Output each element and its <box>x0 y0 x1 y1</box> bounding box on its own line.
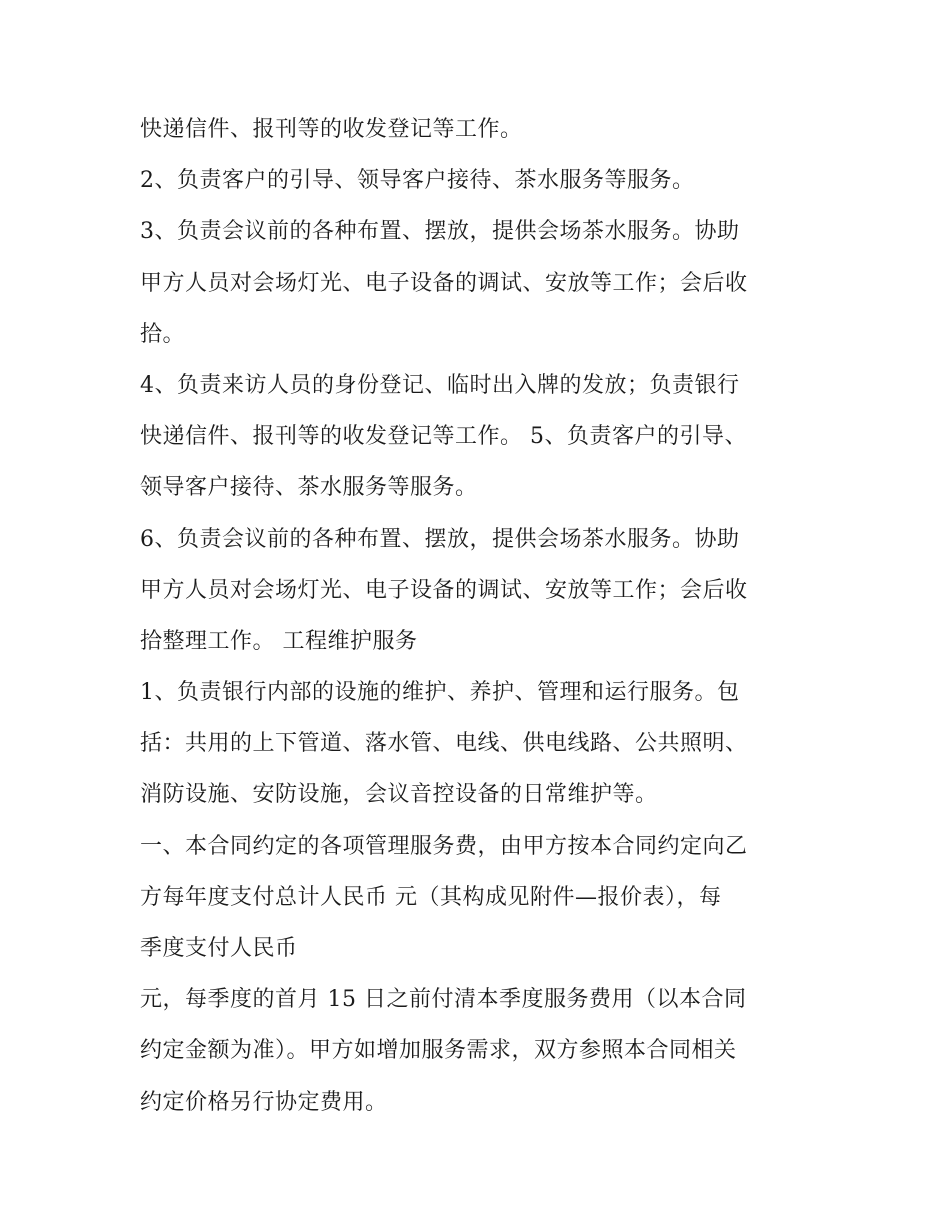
text-line: 元，每季度的首月 15 日之前付清本季度服务费用（以本合同 <box>140 987 747 1013</box>
text-line: 季度支付人民币 <box>140 936 298 961</box>
text-line: 拾。 <box>140 321 186 347</box>
text-line: 约定金额为准）。甲方如增加服务需求，双方参照本合同相关 <box>140 1038 737 1064</box>
text-line: 4、负责来访人员的身份登记、临时出入牌的发放；负责银行 <box>140 372 740 398</box>
text-line: 快递信件、报刊等的收发登记等工作。 5、负责客户的引导、 <box>140 424 747 450</box>
text-line: 消防设施、安防设施，会议音控设备的日常维护等。 <box>140 782 658 808</box>
text-line: 1、负责银行内部的设施的维护、养护、管理和运行服务。包 <box>140 680 740 706</box>
text-line: 2、负责客户的引导、领导客户接待、茶水服务等服务。 <box>140 168 695 194</box>
text-line: 方每年度支付总计人民币 元（其构成见附件—报价表），每 <box>140 884 722 910</box>
text-line: 3、负责会议前的各种布置、摆放，提供会场茶水服务。协助 <box>140 219 740 245</box>
text-line: 6、负责会议前的各种布置、摆放，提供会场茶水服务。协助 <box>140 526 740 552</box>
text-line: 括：共用的上下管道、落水管、电线、供电线路、公共照明、 <box>140 731 748 757</box>
text-line: 甲方人员对会场灯光、电子设备的调试、安放等工作；会后收 <box>140 270 748 296</box>
text-line: 约定价格另行协定费用。 <box>140 1089 388 1115</box>
text-line: 甲方人员对会场灯光、电子设备的调试、安放等工作；会后收 <box>140 577 748 603</box>
text-line: 快递信件、报刊等的收发登记等工作。 <box>140 117 523 142</box>
text-line: 一、本合同约定的各项管理服务费，由甲方按本合同约定向乙 <box>140 833 748 859</box>
text-line: 领导客户接待、茶水服务等服务。 <box>140 475 478 501</box>
body-text <box>140 104 830 1128</box>
text-line: 拾整理工作。 工程维护服务 <box>140 628 418 654</box>
